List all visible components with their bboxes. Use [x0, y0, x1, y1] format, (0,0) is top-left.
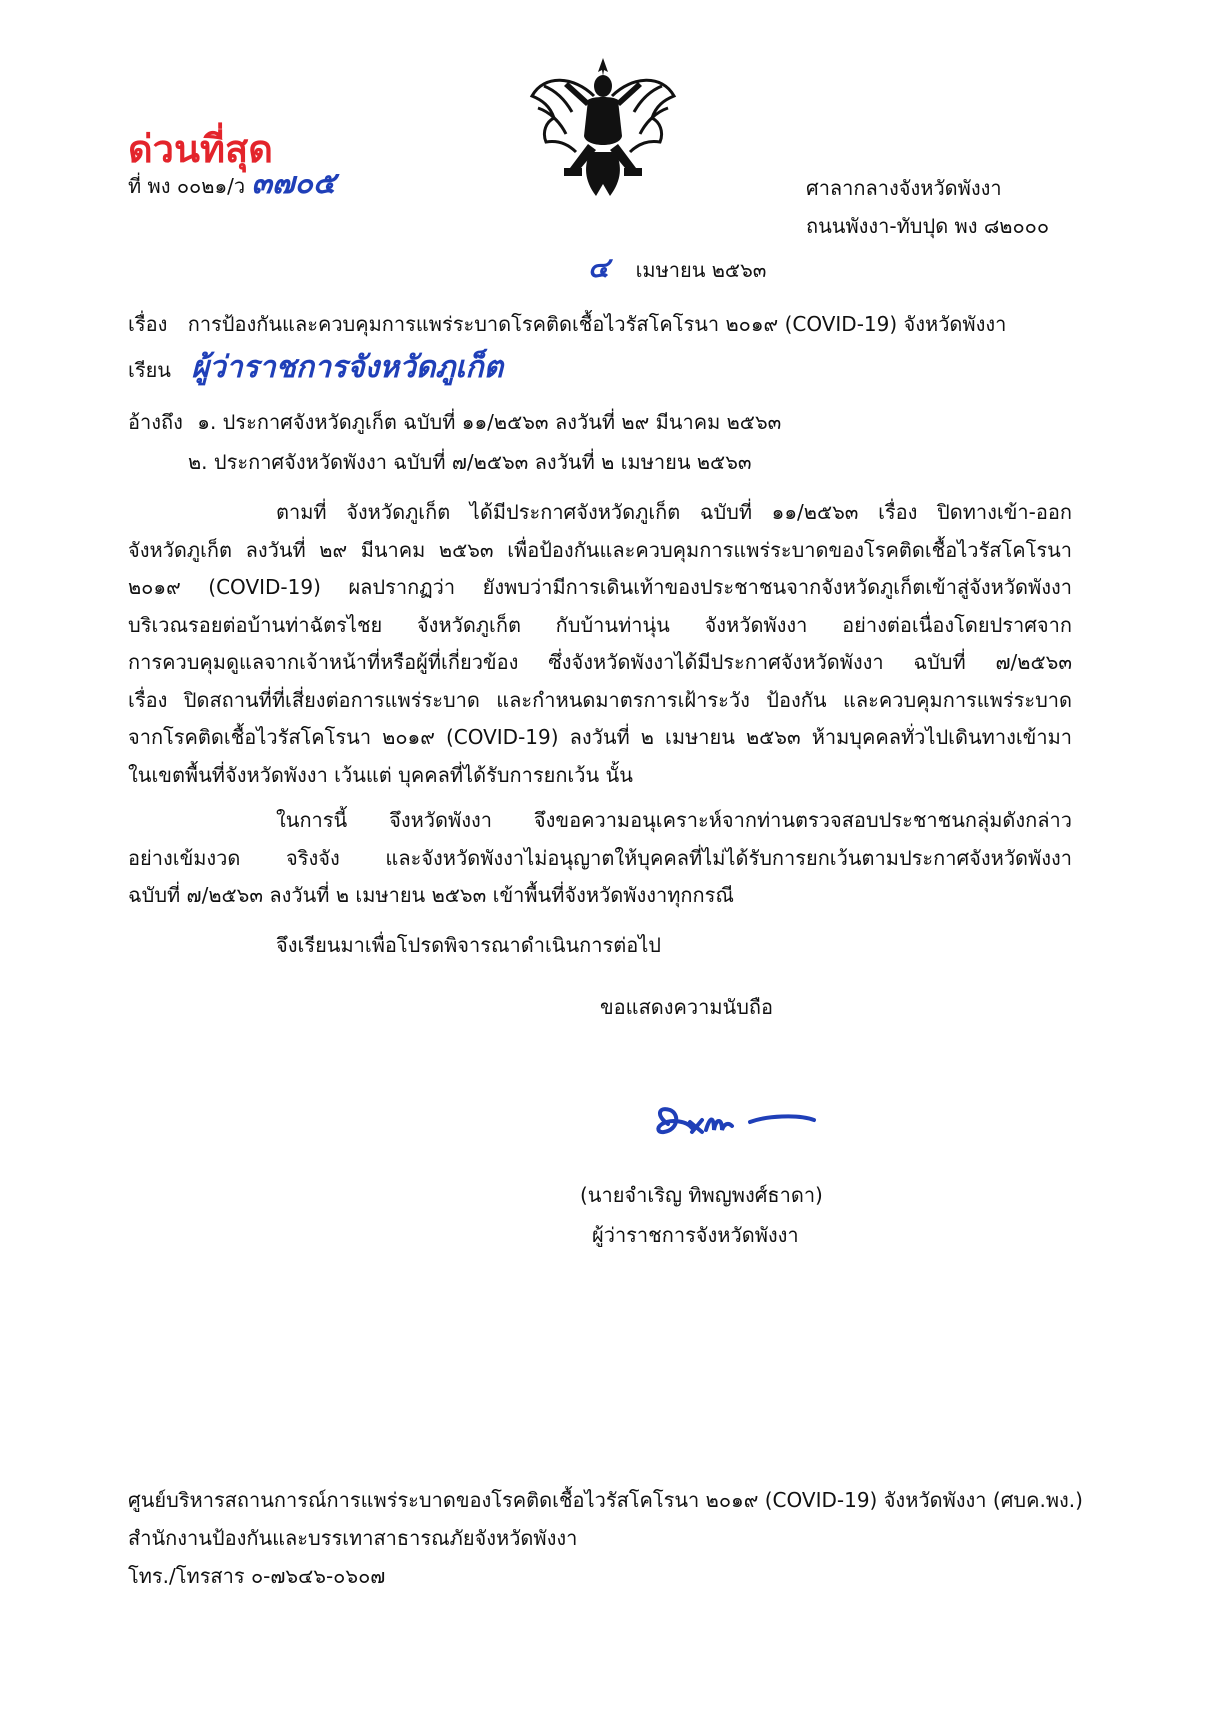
doc-number-prefix: ที่ พง ๐๐๒๑/ว	[128, 174, 246, 198]
handwritten-signature-icon	[648, 1102, 820, 1142]
signer-position: ผู้ว่าราชการจังหวัดพังงา	[592, 1223, 799, 1247]
letter-date	[588, 251, 767, 284]
urgency-label: ด่วนที่สุด	[128, 127, 273, 171]
body-line: จังหวัดภูเก็ต ลงวันที่ ๒๙ มีนาคม ๒๕๖๓ เพื่อป้องกันและควบคุมการแพร่ระบาดของโรคติดเชื้อไวรัสโคโรนา	[128, 537, 1072, 562]
body-line: จากโรคติดเชื้อไวรัสโคโรนา ๒๐๑๙ (COVID-19) ลงวันที่ ๒ เมษายน ๒๕๖๓ ห้ามบุคคลทั่วไปเดินทางเข้ามา	[128, 725, 1072, 749]
date-month-year: เมษายน ๒๕๖๓	[635, 258, 767, 282]
body-line: การควบคุมดูแลจากเจ้าหน้าที่หรือผู้ที่เกี่ยวข้อง ซึ่งจังหวัดพังงาได้มีประกาศจังหวัดพังงา ฉบับที่ ๗/๒๕๖๓	[128, 650, 1072, 674]
body-line: ฉบับที่ ๗/๒๕๖๓ ลงวันที่ ๒ เมษายน ๒๕๖๓ เข้าพื้นที่จังหวัดพังงาทุกกรณี	[128, 883, 734, 907]
sender-address: ถนนพังงา-ทับปุด พง ๘๒๐๐๐	[806, 214, 1050, 238]
body-line: ในเขตพื้นที่จังหวัดพังงา เว้นแต่ บุคคลที่ได้รับการยกเว้น นั้น	[128, 762, 633, 787]
footer-line: ศูนย์บริหารสถานการณ์การแพร่ระบาดของโรคติดเชื้อไวรัสโคโรนา ๒๐๑๙ (COVID-19) จังหวัดพังงา (ศบค.พง.)	[128, 1488, 1083, 1512]
doc-number-handwritten: ๓๗๐๕	[251, 166, 336, 201]
closing-request: จึงเรียนมาเพื่อโปรดพิจารณาดำเนินการต่อไป	[276, 933, 661, 957]
subject-line	[128, 312, 1006, 336]
recipient-label: เรียน	[128, 358, 171, 382]
footer-line: โทร./โทรสาร ๐-๗๖๔๖-๐๖๐๗	[128, 1564, 386, 1588]
body-line: ในการนี้ จึงหวัดพังงา จึงขอความอนุเคราะห์จากท่านตรวจสอบประชาชนกลุ่มดังกล่าว	[276, 808, 1072, 832]
recipient-handwritten: ผู้ว่าราชการจังหวัดภูเก็ต	[191, 350, 504, 385]
sender-org: ศาลากลางจังหวัดพังงา	[806, 176, 1002, 200]
reference-line-1	[128, 410, 781, 434]
body-line: อย่างเข้มงวด จริงจัง และจังหวัดพังงาไม่อนุญาตให้บุคคลที่ไม่ได้รับการยกเว้นตามประกาศจังหวัดพังงา	[128, 845, 1072, 870]
body-paragraph-2	[128, 802, 1072, 915]
footer-line: สำนักงานป้องกันและบรรเทาสาธารณภัยจังหวัดพังงา	[128, 1526, 578, 1550]
doc-number	[128, 166, 336, 201]
body-line: ๒๐๑๙ (COVID-19) ผลปรากฏว่า ยังพบว่ามีการเดินเท้าของประชาชนจากจังหวัดภูเก็ตเข้าสู่จังหวัดพังงา	[128, 575, 1072, 599]
reference-label: อ้างถึง	[128, 410, 183, 434]
subject-label: เรื่อง	[128, 312, 168, 336]
subject-text: การป้องกันและควบคุมการแพร่ระบาดโรคติดเชื้อไวรัสโคโรนา ๒๐๑๙ (COVID-19) จังหวัดพังงา	[187, 312, 1007, 336]
body-line: เรื่อง ปิดสถานที่ที่เสี่ยงต่อการแพร่ระบาด และกำหนดมาตรการเฝ้าระวัง ป้องกัน และควบคุมการแพร่ระบาด	[128, 687, 1072, 712]
date-day-handwritten: ๔	[588, 251, 610, 284]
body-paragraph-1	[128, 494, 1072, 794]
body-line: ตามที่ จังหวัดภูเก็ต ได้มีประกาศจังหวัดภูเก็ต ฉบับที่ ๑๑/๒๕๖๓ เรื่อง ปิดทางเข้า-ออก	[276, 500, 1072, 524]
garuda-emblem-icon	[524, 56, 682, 202]
recipient-line	[128, 350, 504, 385]
salutation: ขอแสดงความนับถือ	[600, 995, 774, 1019]
reference-item: ๒. ประกาศจังหวัดพังงา ฉบับที่ ๗/๒๕๖๓ ลงวันที่ ๒ เมษายน ๒๕๖๓	[188, 450, 752, 474]
body-line: บริเวณรอยต่อบ้านท่าฉัตรไชย จังหวัดภูเก็ต กับบ้านท่านุ่น จังหวัดพังงา อย่างต่อเนื่องโดยปราศจาก	[128, 612, 1072, 637]
reference-item: ๑. ประกาศจังหวัดภูเก็ต ฉบับที่ ๑๑/๒๕๖๓ ลงวันที่ ๒๙ มีนาคม ๒๕๖๓	[197, 410, 782, 434]
signer-name: (นายจำเริญ ทิพญพงศ์ธาดา)	[580, 1183, 823, 1207]
